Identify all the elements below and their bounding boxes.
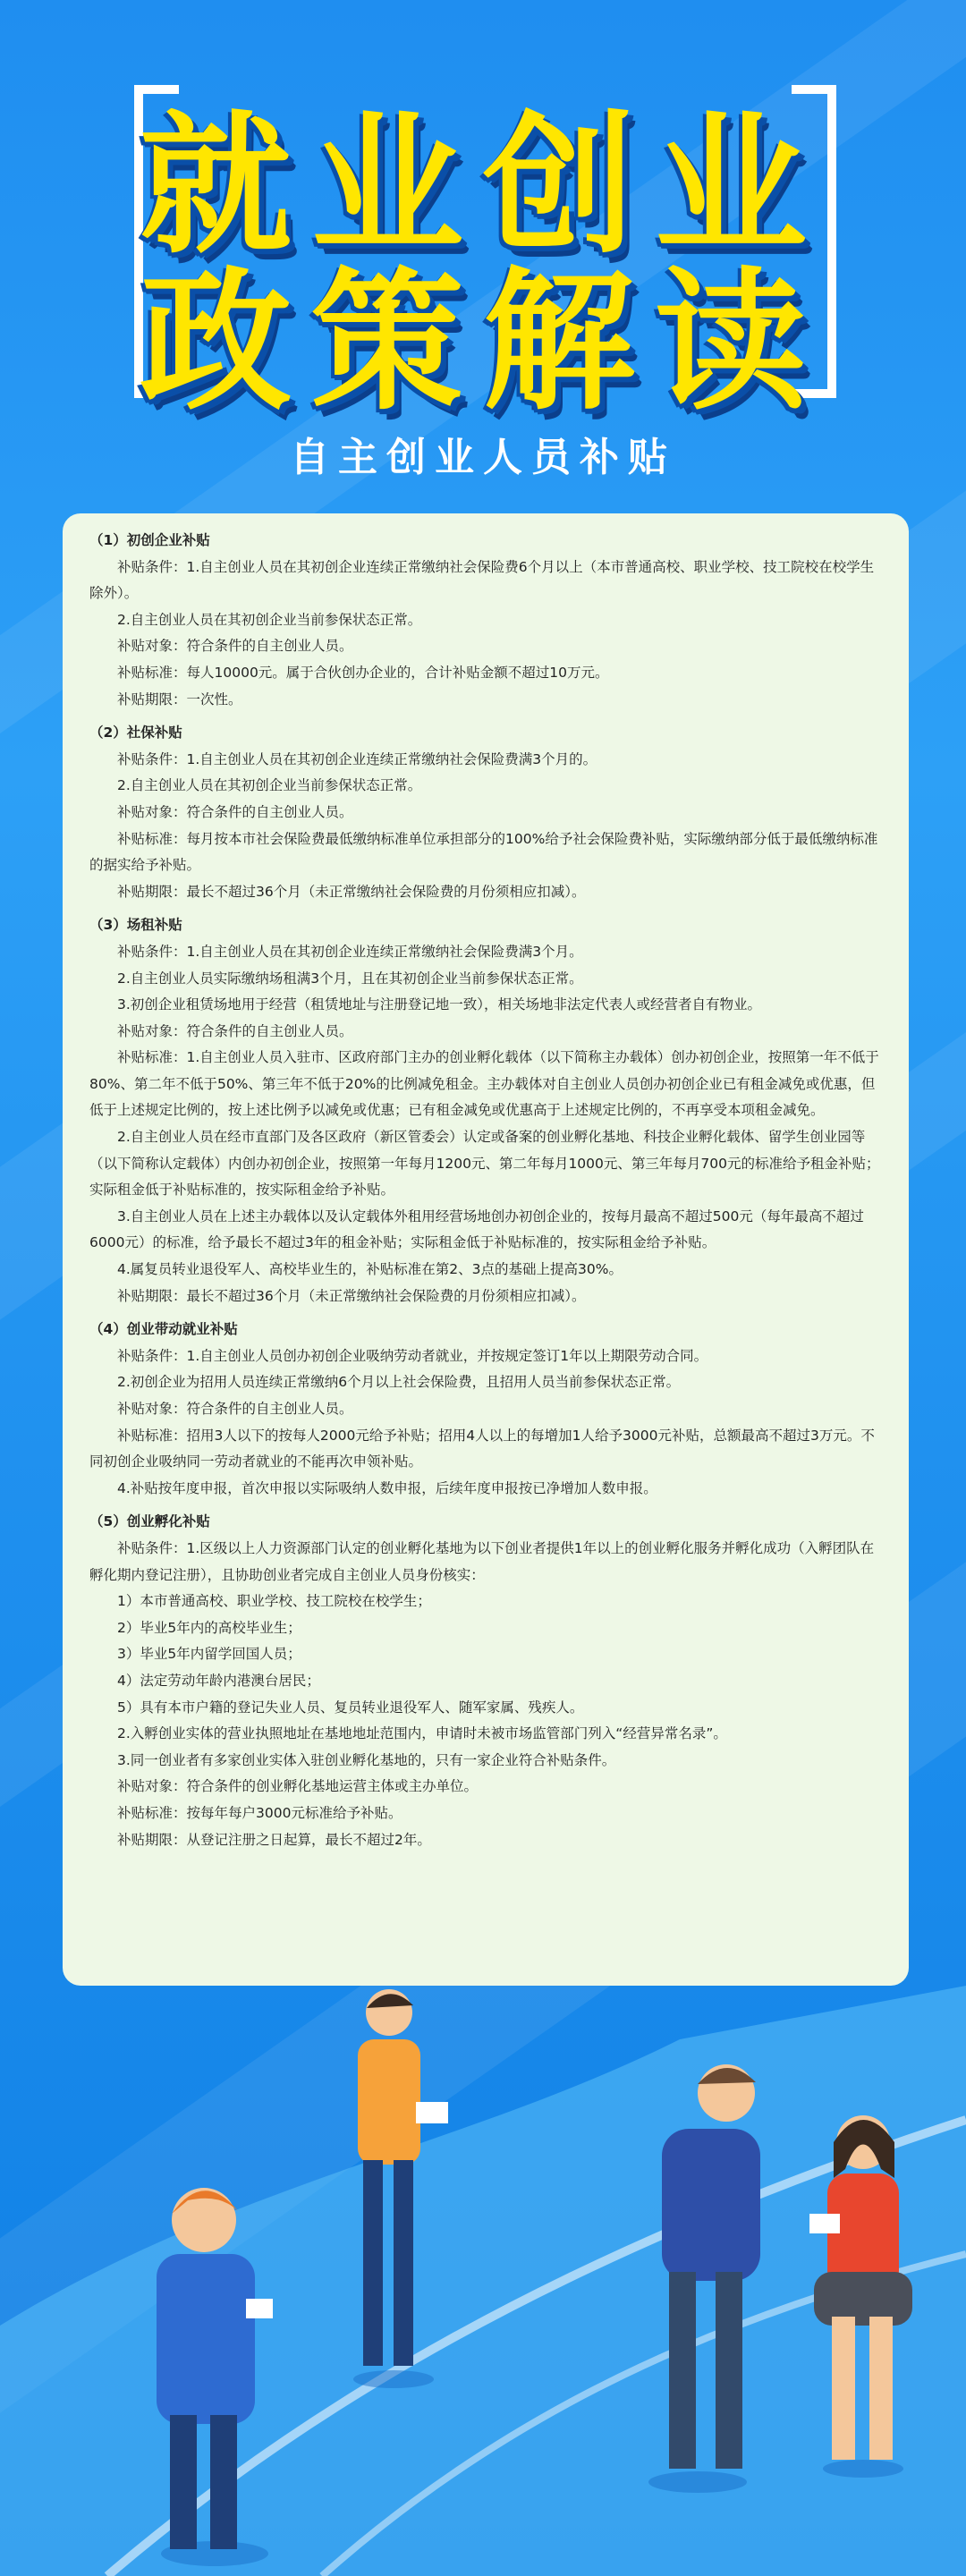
section-paragraph: 补贴期限：最长不超过36个月（未正常缴纳社会保险费的月份须相应扣减）。 <box>117 883 586 900</box>
section-title: （2）社保补贴 <box>89 724 182 741</box>
section-title: （4）创业带动就业补贴 <box>89 1321 238 1338</box>
section-paragraph: 2.自主创业人员实际缴纳场租满3个月，且在其初创企业当前参保状态正常。 <box>117 970 583 987</box>
section-paragraph: 补贴标准：按每年每户3000元标准给予补贴。 <box>117 1804 402 1821</box>
illustration <box>0 1986 966 2576</box>
section-paragraph: 补贴标准：1.自主创业人员入驻市、区政府部门主办的创业孵化载体（以下简称主办载体）创办初创企业，按照第一年不低于80%、第二年不低于50%、第三年不低于20%的比例减免租金。主办载体对自主创业人员创办初创企业已有租金减免或优惠，但低于上述规定比例的，按上述比例予以减免或优惠；已有租金减免或优惠高于上述规定比例的，不再享受本项租金减免。 <box>89 1049 879 1119</box>
section-title: （1）初创企业补贴 <box>89 532 210 548</box>
section-paragraph: 2.自主创业人员在其初创企业当前参保状态正常。 <box>117 611 422 628</box>
section-paragraph: 3.同一创业者有多家创业实体入驻创业孵化基地的，只有一家企业符合补贴条件。 <box>117 1751 616 1768</box>
section-paragraph: 2.自主创业人员在其初创企业当前参保状态正常。 <box>117 777 422 794</box>
section-paragraph: 补贴条件：1.自主创业人员创办初创企业吸纳劳动者就业，并按规定签订1年以上期限劳动合同。 <box>117 1347 708 1364</box>
section-paragraph: 3）毕业5年内留学回国人员； <box>117 1646 301 1663</box>
section-paragraph: 补贴期限：最长不超过36个月（未正常缴纳社会保险费的月份须相应扣减）。 <box>117 1287 586 1304</box>
section-paragraph: 2.自主创业人员在经市直部门及各区政府（新区管委会）认定或备案的创业孵化基地、科技企业孵化载体、留学生创业园等（以下简称认定载体）内创办初创企业，按照第一年每月1200元、第二年每月1000元、第三年每月700元的标准给予租金补贴；实际租金低于补贴标准的，按实际租金给予补贴。 <box>89 1129 880 1199</box>
section-paragraph: 补贴标准：招用3人以下的按每人2000元给予补贴；招用4人以上的每增加1人给予3000元补贴，总额最高不超过3万元。不同初创企业吸纳同一劳动者就业的不能再次申领补贴。 <box>89 1427 875 1470</box>
section-paragraph: 4.补贴按年度申报，首次申报以实际吸纳人数申报，后续年度申报按已净增加人数申报。 <box>117 1479 657 1496</box>
section-paragraph: 补贴对象：符合条件的自主创业人员。 <box>117 1022 353 1039</box>
section-paragraph: 补贴条件：1.自主创业人员在其初创企业连续正常缴纳社会保险费满3个月。 <box>117 943 583 960</box>
section-paragraph: 补贴标准：每月按本市社会保险费最低缴纳标准单位承担部分的100%给予社会保险费补贴，实际缴纳部分低于最低缴纳标准的据实给予补贴。 <box>89 830 878 874</box>
section-paragraph: 2）毕业5年内的高校毕业生； <box>117 1619 301 1636</box>
section-paragraph: 3.自主创业人员在上述主办载体以及认定载体外租用经营场地创办初创企业的，按每月最高不超过500元（每年最高不超过6000元）的标准，给予最长不超过3年的租金补贴；实际租金低于补贴标准的，按实际租金给予补贴。 <box>89 1208 864 1251</box>
section-paragraph: 补贴条件：1.自主创业人员在其初创企业连续正常缴纳社会保险费6个月以上（本市普通高校、职业学校、技工院校在校学生除外）。 <box>89 558 875 602</box>
section-paragraph: 补贴期限：从登记注册之日起算，最长不超过2年。 <box>117 1831 431 1848</box>
section-paragraph: 补贴对象：符合条件的自主创业人员。 <box>117 1401 353 1417</box>
section-paragraph: 补贴期限：一次性。 <box>117 691 242 708</box>
section-paragraph: 4）法定劳动年龄内港澳台居民； <box>117 1672 320 1689</box>
section-paragraph: 3.初创企业租赁场地用于经营（租赁地址与注册登记地一致），相关场地非法定代表人或经营者自有物业。 <box>117 996 762 1013</box>
section-paragraph: 补贴条件：1.区级以上人力资源部门认定的创业孵化基地为以下创业者提供1年以上的创业孵化服务并孵化成功（入孵团队在孵化期内登记注册），且协助创业者完成自主创业人员身份核实： <box>89 1539 875 1583</box>
section-paragraph: 4.属复员转业退役军人、高校毕业生的，补贴标准在第2、3点的基础上提高30%。 <box>117 1261 623 1278</box>
subtitle: 自主创业人员补贴 <box>290 435 676 480</box>
section-paragraph: 1）本市普通高校、职业学校、技工院校在校学生； <box>117 1593 431 1610</box>
section-paragraph: 补贴对象：符合条件的自主创业人员。 <box>117 803 353 820</box>
title-line-1: 就业创业 <box>139 97 826 275</box>
content-panel <box>63 513 909 1986</box>
title-area <box>0 0 966 501</box>
section-paragraph: 5）具有本市户籍的登记失业人员、复员转业退役军人、随军家属、残疾人。 <box>117 1699 584 1716</box>
section-title: （3）场租补贴 <box>89 917 182 934</box>
section-paragraph: 补贴标准：每人10000元。属于合伙创办企业的，合计补贴金额不超过10万元。 <box>117 664 609 681</box>
title-line-2: 政策解读 <box>139 254 826 431</box>
section-paragraph: 补贴条件：1.自主创业人员在其初创企业连续正常缴纳社会保险费满3个月的。 <box>117 750 597 767</box>
section-paragraph: 补贴对象：符合条件的创业孵化基地运营主体或主办单位。 <box>117 1778 479 1795</box>
section-title: （5）创业孵化补贴 <box>89 1513 210 1530</box>
section-paragraph: 补贴对象：符合条件的自主创业人员。 <box>117 638 353 655</box>
section-paragraph: 2.入孵创业实体的营业执照地址在基地地址范围内，申请时未被市场监管部门列入“经营异常名录”。 <box>117 1725 727 1742</box>
section-paragraph: 2.初创企业为招用人员连续正常缴纳6个月以上社会保险费，且招用人员当前参保状态正常。 <box>117 1374 681 1391</box>
